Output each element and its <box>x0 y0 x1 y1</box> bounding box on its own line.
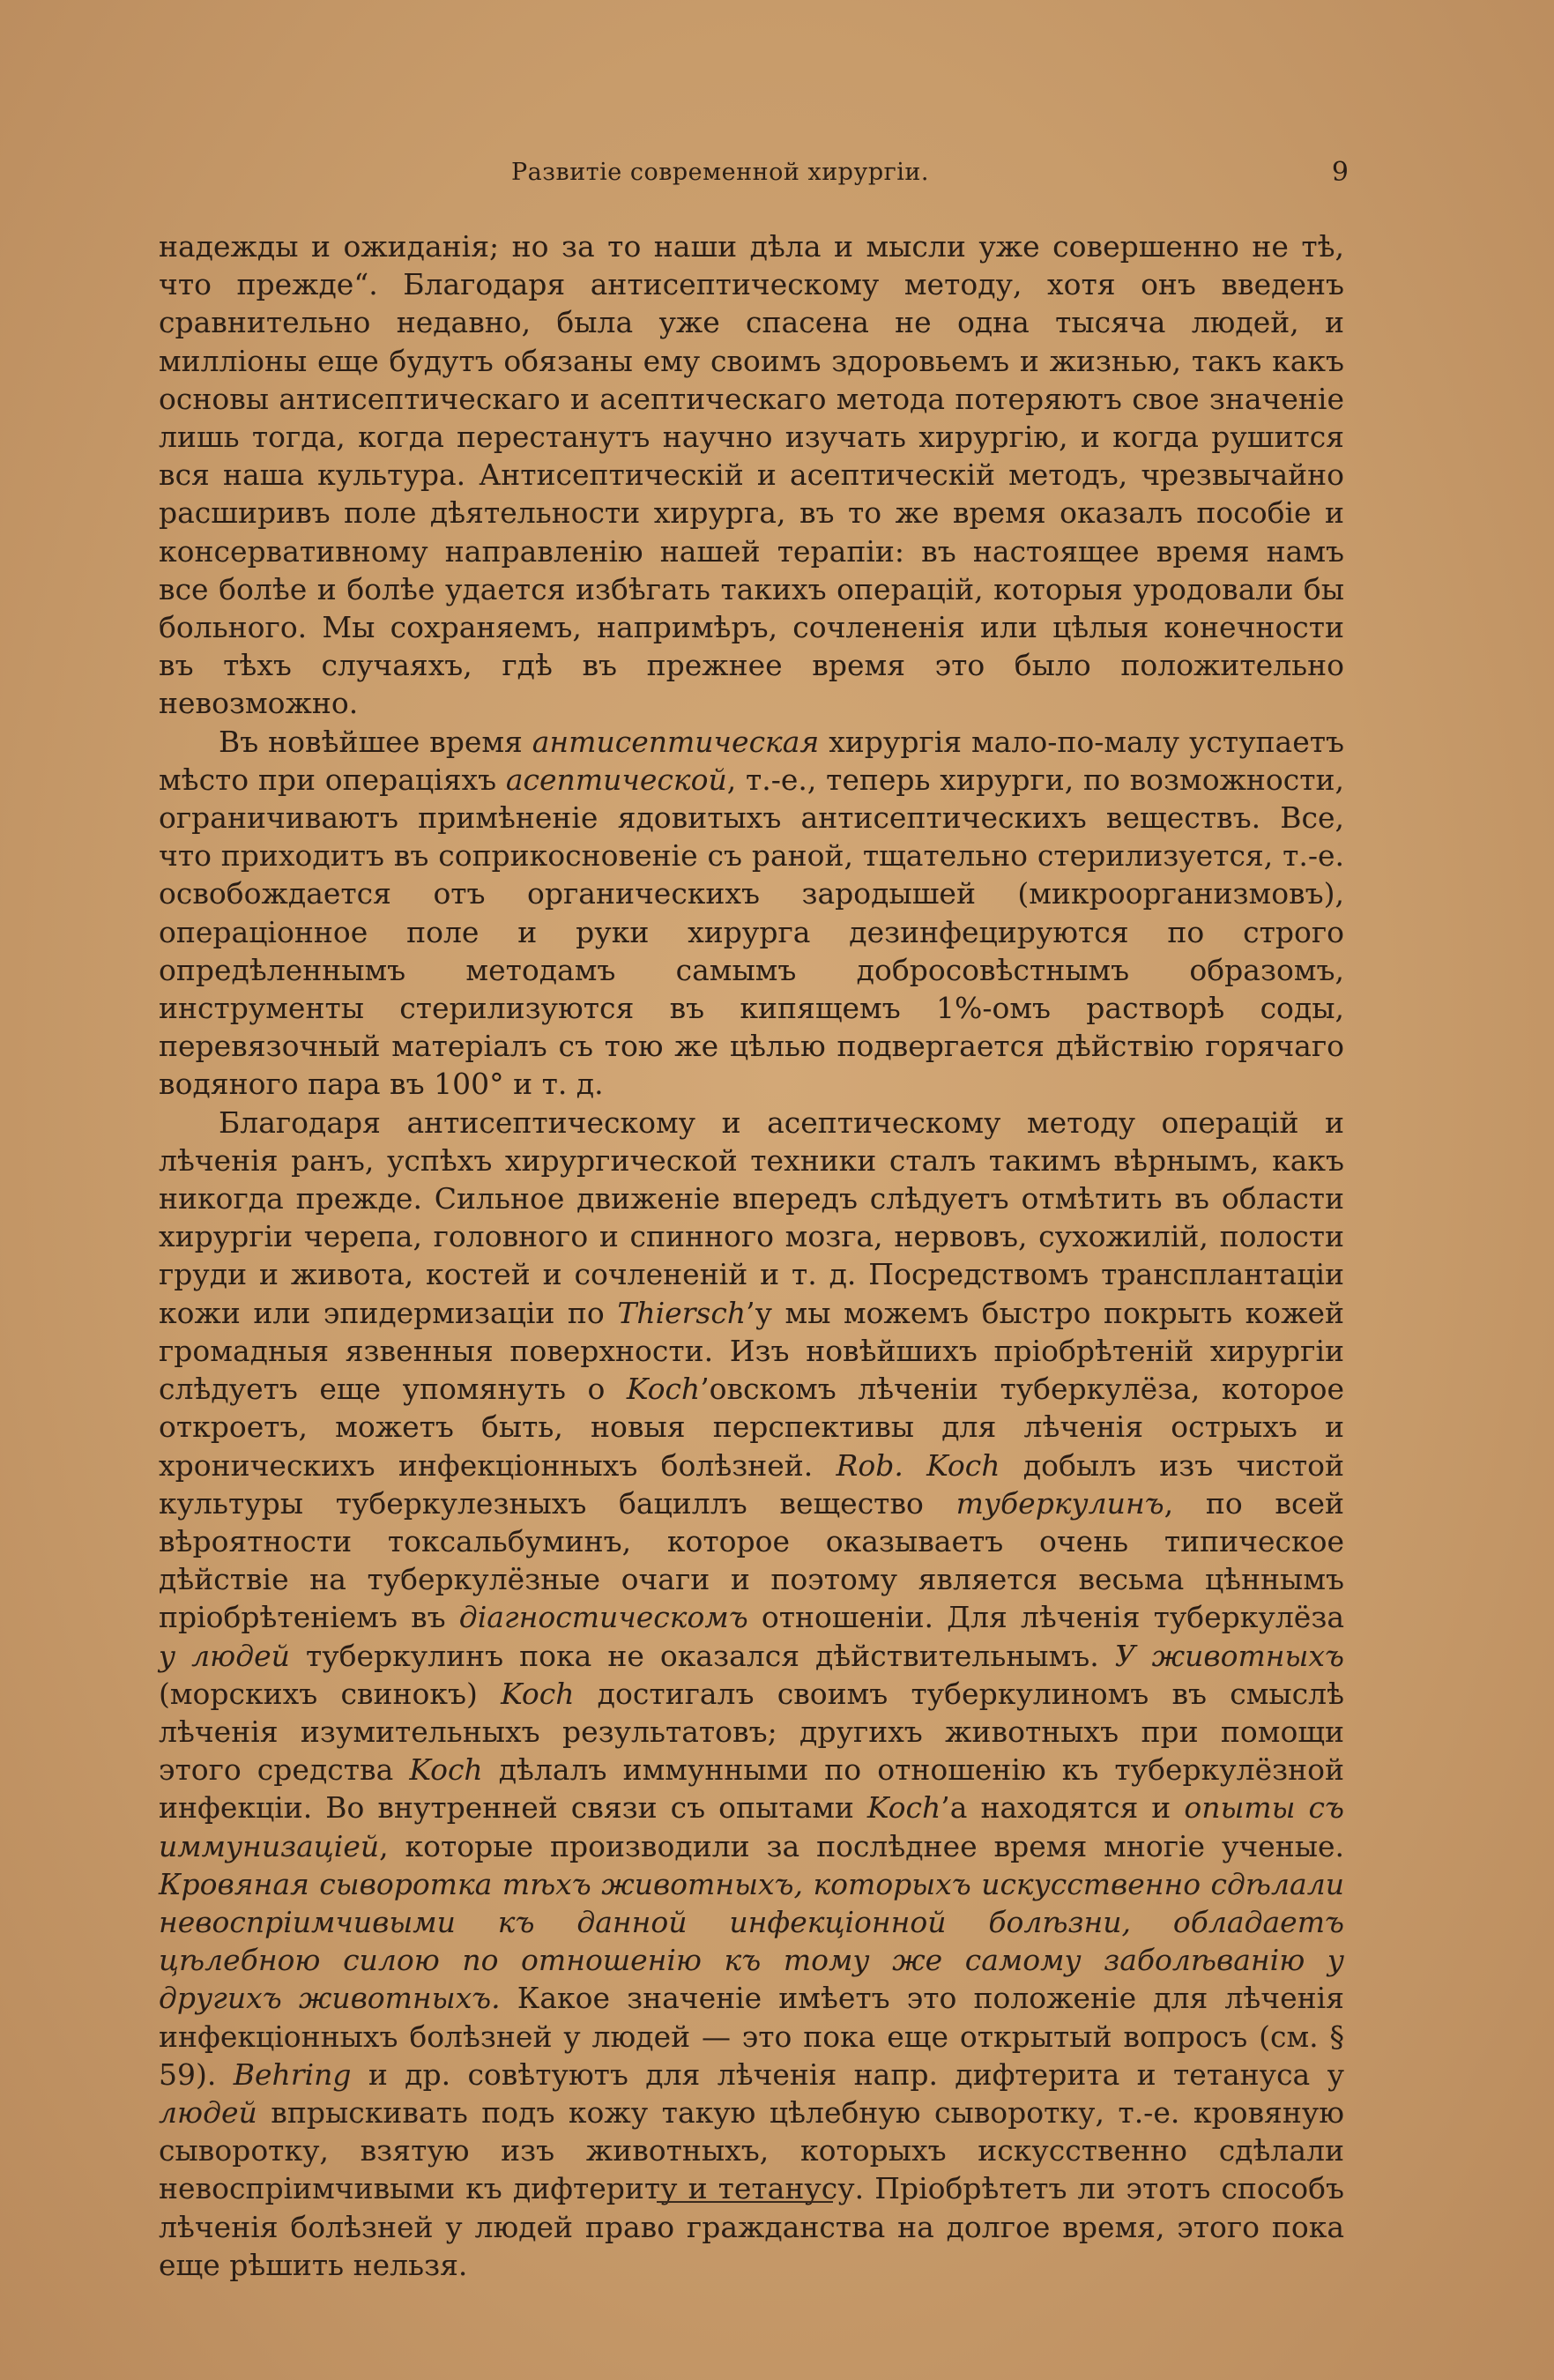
paragraph <box>159 723 1344 1104</box>
text-segment: Благодаря антисептическому и асептическому методу операцій и лѣченія ранъ, успѣхъ хирургической техники сталъ такимъ вѣрнымъ, какъ никогда прежде. Сильное движеніе впередъ слѣдуетъ отмѣтить въ области хирургіи черепа, головного и спинного мозга, нервовъ, сухожилій, полости груди и живота, костей и сочлененій и т. д. Посредствомъ трансплантаціи кожи или эпидермизаціи по <box>159 1104 1344 1330</box>
text-segment: , по всей вѣроятности токсальбуминъ, которое оказываетъ очень типическое дѣйствіе на туберкулёзные очаги и поэтому является весьма цѣннымъ пріобрѣтеніемъ въ <box>159 1485 1344 1635</box>
italic-text: антисептическая <box>532 724 820 759</box>
italic-text: діагностическомъ <box>458 1600 748 1635</box>
italic-text: асептической <box>505 762 727 797</box>
italic-text: Koch <box>409 1752 483 1788</box>
italic-text: У животныхъ <box>1114 1638 1344 1673</box>
text-segment: достигалъ своимъ туберкулиномъ въ смыслѣ лѣченія изумительныхъ результатовъ; другихъ животныхъ при помощи этого средства <box>159 1676 1344 1788</box>
closing-rule <box>657 2201 833 2203</box>
text-segment: впрыскивать подъ кожу такую цѣлебную сыворотку, т.-е. кровяную сыворотку, взятую изъ животныхъ, которыхъ искусственно сдѣлали невоспріимчивыми къ дифтериту и тетанусу. Пріобрѣтетъ ли этотъ способъ лѣченія болѣзней у людей право гражданства на долгое время, этого пока еще рѣшить нельзя. <box>159 2094 1344 2282</box>
italic-text: людей <box>159 2094 257 2130</box>
text-segment: хирургія мало-по-малу уступаетъ мѣсто при операціяхъ <box>159 724 1345 797</box>
page-header <box>159 159 1349 194</box>
text-segment: добылъ изъ чистой культуры туберкулезныхъ бациллъ вещество <box>159 1447 1344 1521</box>
text-segment: туберкулинъ пока не оказался дѣйствительнымъ. <box>289 1638 1115 1673</box>
paragraph <box>159 227 1344 723</box>
italic-text: Koch <box>626 1372 701 1407</box>
italic-text: Behring <box>233 2056 352 2092</box>
italic-text: Rob. Koch <box>836 1447 1000 1483</box>
italic-text: Koch <box>866 1790 941 1826</box>
running-title: Развитіе современной хирургіи. <box>511 159 929 186</box>
italic-text: туберкулинъ <box>955 1485 1164 1521</box>
text-segment: , т.-е., теперь хирурги, по возможности, ограничиваютъ примѣненіе ядовитыхъ антисептическихъ веществъ. Все, что приходитъ въ соприкосновеніе съ раной, тщательно стерилизуется, т.-е. освобождается отъ органическихъ зародышей (микроорганизмовъ), операціонное поле и руки хирурга дезинфецируются по строго опредѣленнымъ методамъ самымъ добросовѣстнымъ образомъ, инструменты стерилизуются въ кипящемъ 1%-омъ растворѣ соды, перевязочный матеріалъ съ тою же цѣлью подвергается дѣйствію горячаго водяного пара въ 100° и т. д. <box>159 762 1345 1102</box>
italic-text: Thiersch <box>617 1295 747 1330</box>
paragraph <box>159 1104 1344 2284</box>
italic-text: опыты съ иммунизаціей <box>159 1790 1344 1863</box>
body-text <box>159 227 1344 2284</box>
italic-text: Кровяная сыворотка тѣхъ животныхъ, которыхъ искусственно сдѣлали невоспріимчивыми къ данной инфекціонной болѣзни, обладаетъ цѣлебною силою по отношенію къ тому же самому заболѣванію у другихъ животныхъ. <box>159 1866 1344 2016</box>
text-segment: Какое значеніе имѣетъ это положеніе для лѣченія инфекціонныхъ болѣзней у людей — это пока еще открытый вопросъ (см. § 59). <box>159 1981 1344 2092</box>
text-segment: и др. совѣтуютъ для лѣченія напр. дифтерита и тетануса у <box>351 2056 1344 2092</box>
text-segment: ’а находятся и <box>941 1790 1185 1826</box>
text-segment: отношеніи. Для лѣченія туберкулёза <box>747 1600 1345 1635</box>
text-segment: дѣлалъ иммунными по отношенію къ туберкулёзной инфекціи. Во внутренней связи съ опытами <box>159 1752 1344 1826</box>
page-number: 9 <box>1331 157 1349 188</box>
text-segment: ’у мы можемъ быстро покрыть кожей громадныя язвенныя поверхности. Изъ новѣйшихъ пріобрѣтеній хирургіи слѣдуетъ еще упомянуть о <box>159 1295 1344 1407</box>
italic-text: Koch <box>501 1676 575 1711</box>
text-segment: , которые производили за послѣднее время многіе ученые. <box>379 1828 1344 1863</box>
text-segment: ’овскомъ лѣченіи туберкулёза, которое откроетъ, можетъ быть, новыя перспективы для лѣченія острыхъ и хроническихъ инфекціонныхъ болѣзней. <box>159 1372 1345 1483</box>
italic-text: у людей <box>159 1638 290 1673</box>
text-segment: (морскихъ свинокъ) <box>159 1676 502 1711</box>
text-segment: надежды и ожиданія; но за то наши дѣла и мысли уже совершенно не тѣ, что прежде“. Благодаря антисептическому методу, хотя онъ введенъ сравнительно недавно, была уже спасена не одна тысяча людей, и милліоны еще будутъ обязаны ему своимъ здоровьемъ и жизнью, такъ какъ основы антисептическаго и асептическаго метода потеряютъ свое значеніе лишь тогда, когда перестанутъ научно изучать хирургію, и когда рушится вся наша культура. Антисептическій и асептическій методъ, чрезвычайно расширивъ поле дѣятельности хирурга, въ то же время оказалъ пособіе и консервативному направленію нашей терапіи: въ настоящее время намъ все болѣе и болѣе удается избѣгать такихъ операцій, которыя уродовали бы больного. Мы сохраняемъ, напримѣръ, сочлененія или цѣлыя конечности въ тѣхъ случаяхъ, гдѣ въ прежнее время это было положительно невозможно. <box>159 229 1344 721</box>
text-segment: Въ новѣйшее время <box>219 724 532 759</box>
